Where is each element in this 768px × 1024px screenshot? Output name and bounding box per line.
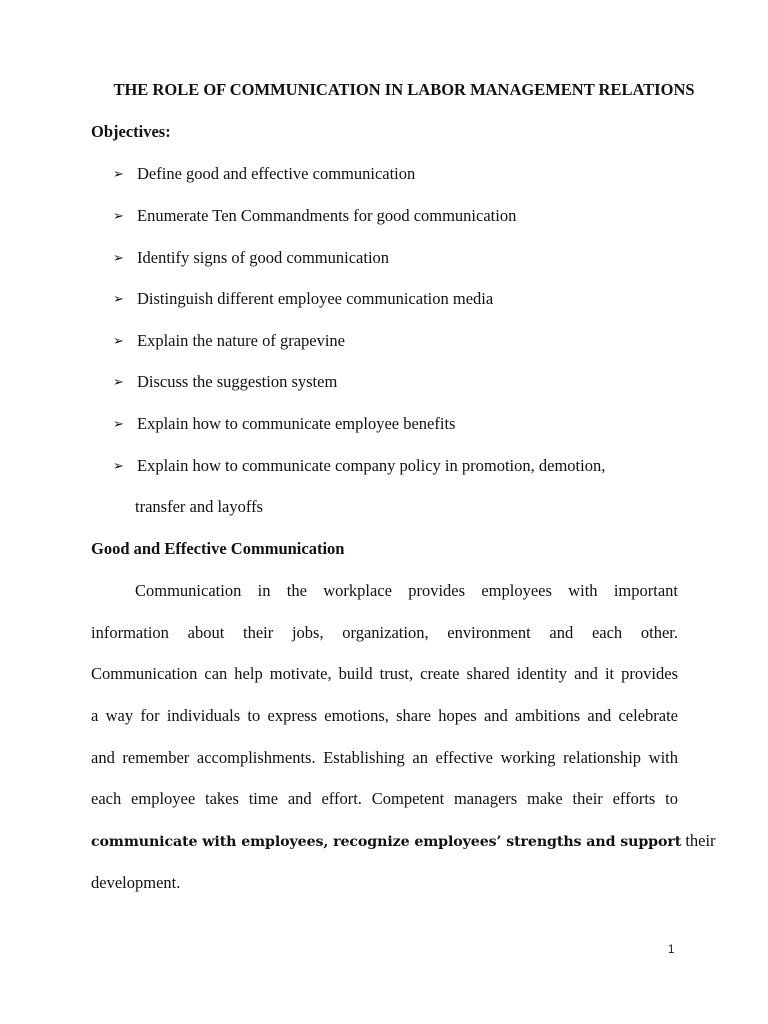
arrowhead-bullet-icon: ➢ bbox=[113, 334, 124, 349]
list-item: ➢ Enumerate Ten Commandments for good communication bbox=[113, 206, 517, 225]
arrowhead-bullet-icon: ➢ bbox=[113, 375, 124, 390]
arrowhead-bullet-icon: ➢ bbox=[113, 417, 124, 432]
paragraph-line-bold bbox=[91, 830, 716, 872]
bold-emphasis: communicate with employees, recognize employees’ strengths and support bbox=[91, 834, 682, 851]
arrowhead-bullet-icon: ➢ bbox=[113, 251, 124, 266]
paragraph-last-line: development. bbox=[91, 872, 181, 892]
paragraph-line: and remember accomplishments. Establishing an effective working relationship with bbox=[91, 747, 678, 767]
arrowhead-bullet-icon: ➢ bbox=[113, 292, 124, 307]
paragraph-line: information about their jobs, organization, environment and each other. bbox=[91, 622, 678, 642]
list-item: ➢ Define good and effective communication bbox=[113, 164, 416, 183]
body-paragraph bbox=[91, 580, 716, 914]
arrowhead-bullet-icon: ➢ bbox=[113, 209, 124, 224]
arrowhead-bullet-icon: ➢ bbox=[113, 459, 124, 474]
list-item: ➢ Distinguish different employee communication media bbox=[113, 289, 494, 308]
paragraph-line: Communication can help motivate, build trust, create shared identity and it provides bbox=[91, 664, 678, 684]
paragraph-line: a way for individuals to express emotions, share hopes and ambitions and celebrate bbox=[91, 706, 678, 726]
document-title: THE ROLE OF COMMUNICATION IN LABOR MANAGEMENT RELATIONS bbox=[113, 80, 695, 99]
list-item: ➢ Identify signs of good communication bbox=[113, 248, 390, 267]
section-heading: Good and Effective Communication bbox=[91, 539, 345, 558]
paragraph-line: each employee takes time and effort. Competent managers make their efforts to bbox=[91, 789, 678, 809]
list-item: ➢ Discuss the suggestion system bbox=[113, 372, 338, 391]
objectives-heading: Objectives: bbox=[91, 122, 171, 141]
objective-continuation: transfer and layoffs bbox=[135, 497, 263, 516]
arrowhead-bullet-icon: ➢ bbox=[113, 167, 124, 182]
list-item: ➢ Explain the nature of grapevine bbox=[113, 331, 345, 350]
list-item: ➢ Explain how to communicate employee benefits bbox=[113, 414, 456, 433]
list-item: ➢ Explain how to communicate company policy in promotion, demotion, bbox=[113, 456, 606, 475]
paragraph-line: Communication in the workplace provides employees with important bbox=[135, 581, 678, 600]
bold-line-tail: their bbox=[681, 831, 716, 851]
page-number: 1 bbox=[668, 944, 675, 956]
